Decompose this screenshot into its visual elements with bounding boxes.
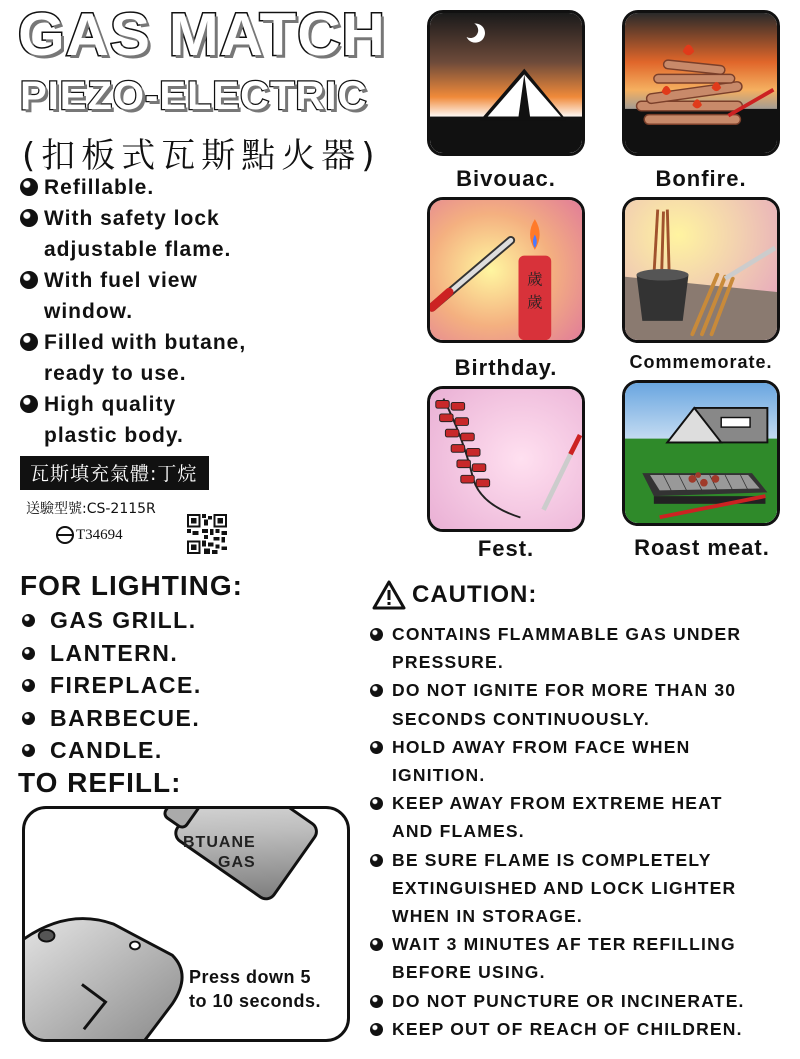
bullet-icon	[370, 741, 383, 754]
refill-illustration	[22, 806, 350, 1042]
caution-text: DO NOT IGNITE FOR MORE THAN 30 SECONDS CONTINUOUSLY.	[392, 680, 737, 729]
caution-item	[370, 987, 790, 1015]
for-lighting-text: BARBECUE.	[50, 704, 201, 731]
certification	[56, 526, 123, 544]
roast-meat-caption: Roast meat.	[634, 535, 770, 560]
certification-mark-icon	[56, 526, 74, 544]
gas-can-label-line1: BTUANE	[183, 834, 256, 851]
feature-item	[20, 265, 400, 327]
qr-code-icon	[187, 514, 227, 554]
commemorate-image	[622, 197, 780, 343]
for-lighting-text: LANTERN.	[50, 639, 179, 666]
for-lighting-list	[20, 604, 202, 767]
caution-text: WAIT 3 MINUTES AF TER REFILLING BEFORE USING.	[392, 934, 736, 983]
caution-text: HOLD AWAY FROM FACE WHEN IGNITION.	[392, 736, 691, 786]
refill-instruction-line1: Press down 5	[189, 967, 312, 987]
chinese-product-name: (扣板式瓦斯點火器)	[22, 136, 381, 176]
feature-item	[20, 389, 400, 451]
caution-item	[370, 733, 790, 789]
birthday-image	[427, 197, 585, 343]
bullet-icon	[370, 995, 383, 1008]
feature-text: Refillable.	[44, 176, 155, 199]
bullet-icon	[20, 333, 38, 351]
caution-item	[370, 1015, 790, 1043]
birthday-caption: Birthday.	[454, 355, 558, 380]
for-lighting-title: FOR LIGHTING:	[20, 570, 243, 601]
caution-title: CAUTION:	[412, 581, 538, 608]
feature-item	[20, 203, 400, 265]
roast-meat-image	[622, 380, 780, 526]
bonfire-image	[622, 10, 780, 156]
caution-item	[370, 789, 790, 845]
product-subtitle: PIEZO-ELECTRIC	[20, 74, 368, 118]
bullet-icon	[370, 797, 383, 810]
gas-can-label-line2: GAS	[218, 854, 256, 871]
for-lighting-text: GAS GRILL.	[50, 607, 197, 633]
feature-item	[20, 327, 400, 389]
caution-text: DO NOT PUNCTURE OR INCINERATE.	[392, 990, 745, 1011]
feature-text: With safety lock adjustable flame.	[44, 207, 232, 261]
for-lighting-text: CANDLE.	[50, 737, 163, 763]
for-lighting-item	[20, 604, 202, 637]
svg-text:歲: 歲	[527, 270, 543, 289]
feature-text: High quality plastic body.	[44, 393, 184, 447]
feature-list	[20, 172, 400, 451]
bullet-icon	[20, 395, 38, 413]
caution-item	[370, 846, 790, 931]
feature-text: Filled with butane, ready to use.	[44, 331, 247, 385]
model-number: 送驗型號:CS-2115R	[26, 501, 156, 517]
product-title: GAS MATCH	[18, 1, 386, 68]
to-refill-title: TO REFILL:	[18, 767, 182, 798]
bullet-icon	[20, 178, 38, 196]
bullet-icon	[20, 209, 38, 227]
bullet-icon	[22, 614, 35, 627]
bullet-icon	[20, 271, 38, 289]
caution-text: BE SURE FLAME IS COMPLETELY EXTINGUISHED AND LOCK LIGHTER WHEN IN STORAGE.	[392, 849, 737, 927]
refill-instruction-line2: to 10 seconds.	[189, 991, 322, 1011]
bullet-icon	[370, 854, 383, 867]
for-lighting-item	[20, 637, 202, 670]
bullet-icon	[22, 744, 35, 757]
bullet-icon	[22, 679, 35, 692]
fest-caption: Fest.	[477, 536, 535, 561]
caution-item	[370, 676, 790, 732]
bullet-icon	[22, 712, 35, 725]
gas-can-label	[183, 833, 256, 873]
caution-list	[370, 620, 790, 1043]
certification-number: T34694	[76, 526, 123, 543]
caution-text: CONTAINS FLAMMABLE GAS UNDER PRESSURE.	[392, 624, 742, 673]
bullet-icon	[22, 647, 35, 660]
bullet-icon	[370, 684, 383, 697]
warning-triangle-icon	[372, 580, 406, 610]
for-lighting-text: FIREPLACE.	[50, 672, 202, 698]
bonfire-caption: Bonfire.	[655, 166, 747, 191]
caution-text: KEEP OUT OF REACH OF CHILDREN.	[392, 1018, 743, 1039]
commemorate-caption: Commemorate.	[629, 352, 773, 372]
bivouac-image	[427, 10, 585, 156]
bullet-icon	[370, 938, 383, 951]
for-lighting-item	[20, 702, 202, 735]
bullet-icon	[370, 628, 383, 641]
svg-text:歲: 歲	[527, 293, 543, 312]
caution-item	[370, 930, 790, 986]
for-lighting-item	[20, 669, 202, 702]
refill-instruction	[189, 965, 321, 1013]
feature-item	[20, 172, 400, 203]
feature-text: With fuel view window.	[44, 269, 198, 323]
bullet-icon	[370, 1023, 383, 1036]
caution-heading	[372, 580, 537, 610]
caution-text: KEEP AWAY FROM EXTREME HEAT AND FLAMES.	[392, 793, 723, 842]
fest-image	[427, 386, 585, 532]
fuel-type-label: 瓦斯填充氣體:丁烷	[20, 456, 209, 490]
bivouac-caption: Bivouac.	[456, 166, 556, 191]
caution-item	[370, 620, 790, 676]
for-lighting-item	[20, 734, 202, 767]
